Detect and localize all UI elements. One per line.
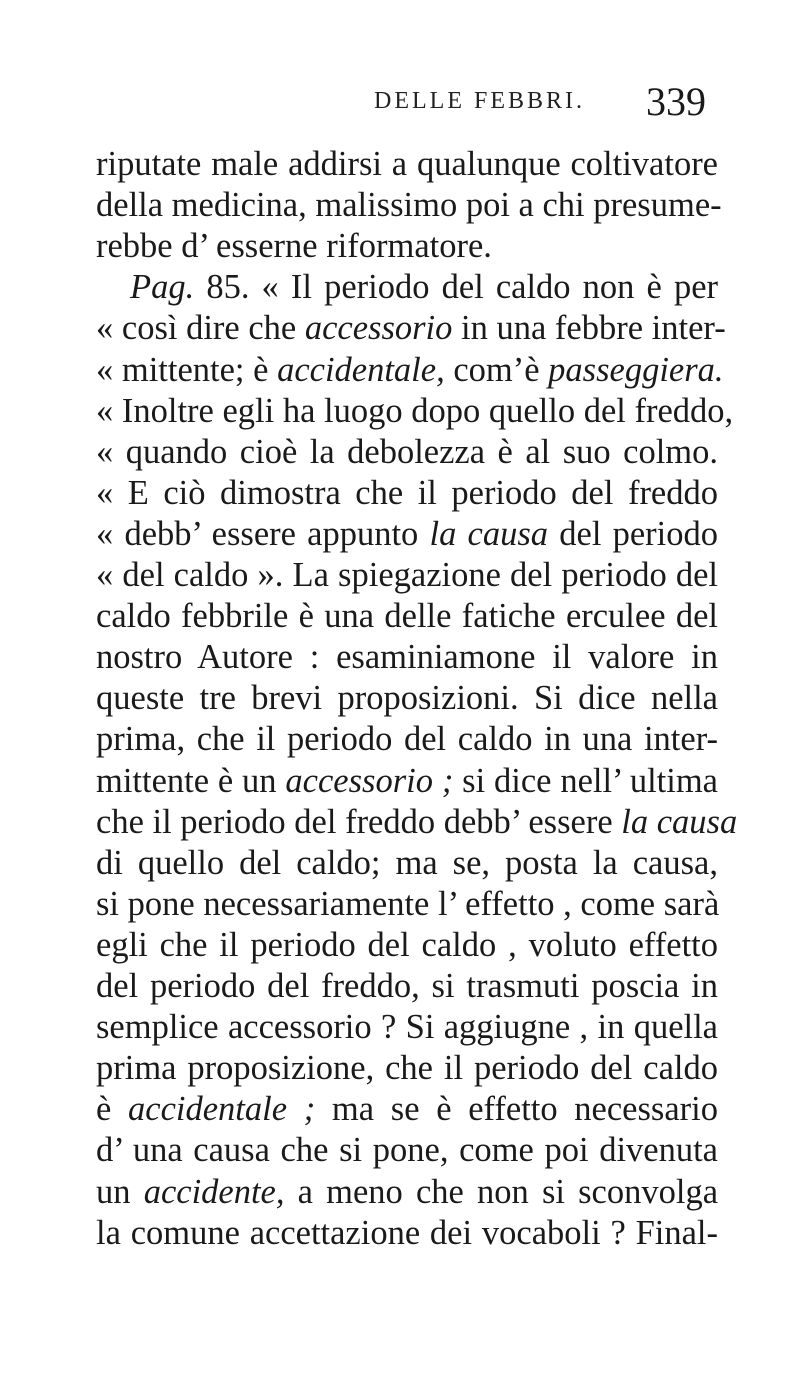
- text-segment: ma se è effetto necessario: [315, 1090, 718, 1129]
- text-segment: nostro Autore : esaminiamone il valore in: [96, 638, 718, 677]
- text-segment: del periodo: [548, 514, 718, 553]
- text-segment: rebbe d’ esserne riformatore.: [96, 227, 492, 266]
- text-line: [96, 968, 718, 1004]
- text-segment: egli che il periodo del caldo , voluto effetto: [96, 925, 718, 964]
- text-segment: si dice nell’ ultima: [453, 761, 718, 800]
- text-segment: « mittente; è: [96, 350, 278, 389]
- text-segment: semplice accessorio ? Si aggiugne , in quella: [96, 1008, 718, 1047]
- text-segment: « così dire che: [96, 309, 305, 348]
- text-segment: com’è: [444, 350, 549, 389]
- text-segment: « Inoltre egli ha luogo dopo quello del freddo,: [96, 391, 734, 430]
- italic-text: la causa: [621, 802, 738, 841]
- running-head: DELLE FEBBRI.: [374, 88, 585, 114]
- text-line: [130, 269, 718, 305]
- text-line: [96, 1174, 718, 1210]
- text-segment: è: [96, 1090, 129, 1129]
- text-segment: « debb’ essere appunto: [96, 514, 430, 553]
- italic-text: accidentale ;: [128, 1090, 316, 1129]
- text-line: [96, 927, 718, 963]
- italic-text: accidente,: [143, 1172, 285, 1211]
- text-line: [96, 146, 718, 182]
- italic-text: la causa: [429, 514, 549, 553]
- italic-text: passeggiera.: [548, 350, 724, 389]
- text-segment: la comune accettazione dei vocaboli ? Final-: [96, 1213, 718, 1252]
- text-line: [96, 391, 734, 430]
- text-line: [96, 309, 726, 348]
- text-line: [96, 639, 718, 675]
- text-segment: riputate male addirsi a qualunque coltivatore: [96, 145, 718, 183]
- text-line: [96, 680, 718, 716]
- text-line: [96, 886, 718, 922]
- italic-text: accessorio: [304, 309, 453, 348]
- text-line: [96, 434, 718, 470]
- text-line: [96, 1009, 718, 1045]
- text-segment: in una febbre inter-: [452, 309, 726, 348]
- text-line: [96, 598, 718, 634]
- text-segment: « quando cioè la debolezza è al suo colmo.: [96, 432, 718, 471]
- text-line: [96, 1215, 718, 1251]
- text-segment: di quello del caldo; ma se, posta la causa,: [96, 843, 718, 882]
- text-line: [96, 1091, 718, 1127]
- text-segment: prima, che il periodo del caldo in una inter-: [96, 720, 718, 759]
- text-line: [96, 350, 724, 389]
- italic-text: accessorio ;: [285, 761, 454, 800]
- text-segment: caldo febbrile è una delle fatiche erculee del: [96, 597, 718, 636]
- text-segment: della medicina, malissimo poi a chi presume-: [96, 186, 722, 225]
- page-header: [0, 78, 800, 138]
- text-line: [96, 721, 718, 757]
- text-line: [96, 1050, 718, 1086]
- text-segment: queste tre brevi proposizioni. Si dice nella: [96, 679, 718, 718]
- text-segment: a meno che non si sconvolga: [284, 1172, 719, 1211]
- text-segment: che il periodo del freddo debb’ essere: [96, 802, 622, 841]
- text-segment: mittente è un: [96, 761, 286, 800]
- text-line: [96, 186, 722, 225]
- text-line: [96, 845, 718, 881]
- text-segment: un: [96, 1172, 144, 1211]
- text-line: [96, 1132, 718, 1168]
- text-segment: del periodo del freddo, si trasmuti poscia in: [96, 967, 718, 1005]
- text-segment: 85. « Il periodo del caldo non è per: [194, 268, 718, 307]
- text-segment: d’ una causa che si pone, come poi divenuta: [96, 1131, 718, 1170]
- text-segment: « del caldo ». La spiegazione del periodo del: [96, 556, 718, 594]
- text-segment: « E ciò dimostra che il periodo del freddo: [96, 473, 718, 512]
- text-segment: si pone necessariamente l’ effetto , come sarà: [96, 884, 720, 923]
- text-line: [96, 228, 718, 264]
- text-line: [96, 516, 718, 552]
- text-line: [96, 557, 718, 593]
- italic-text: accidentale,: [277, 350, 445, 389]
- text-line: [96, 475, 718, 511]
- text-segment: prima proposizione, che il periodo del caldo: [96, 1049, 718, 1088]
- italic-text: Pag.: [130, 268, 195, 307]
- text-line: [96, 763, 718, 799]
- text-line: [96, 802, 738, 841]
- page-number: 339: [646, 79, 706, 124]
